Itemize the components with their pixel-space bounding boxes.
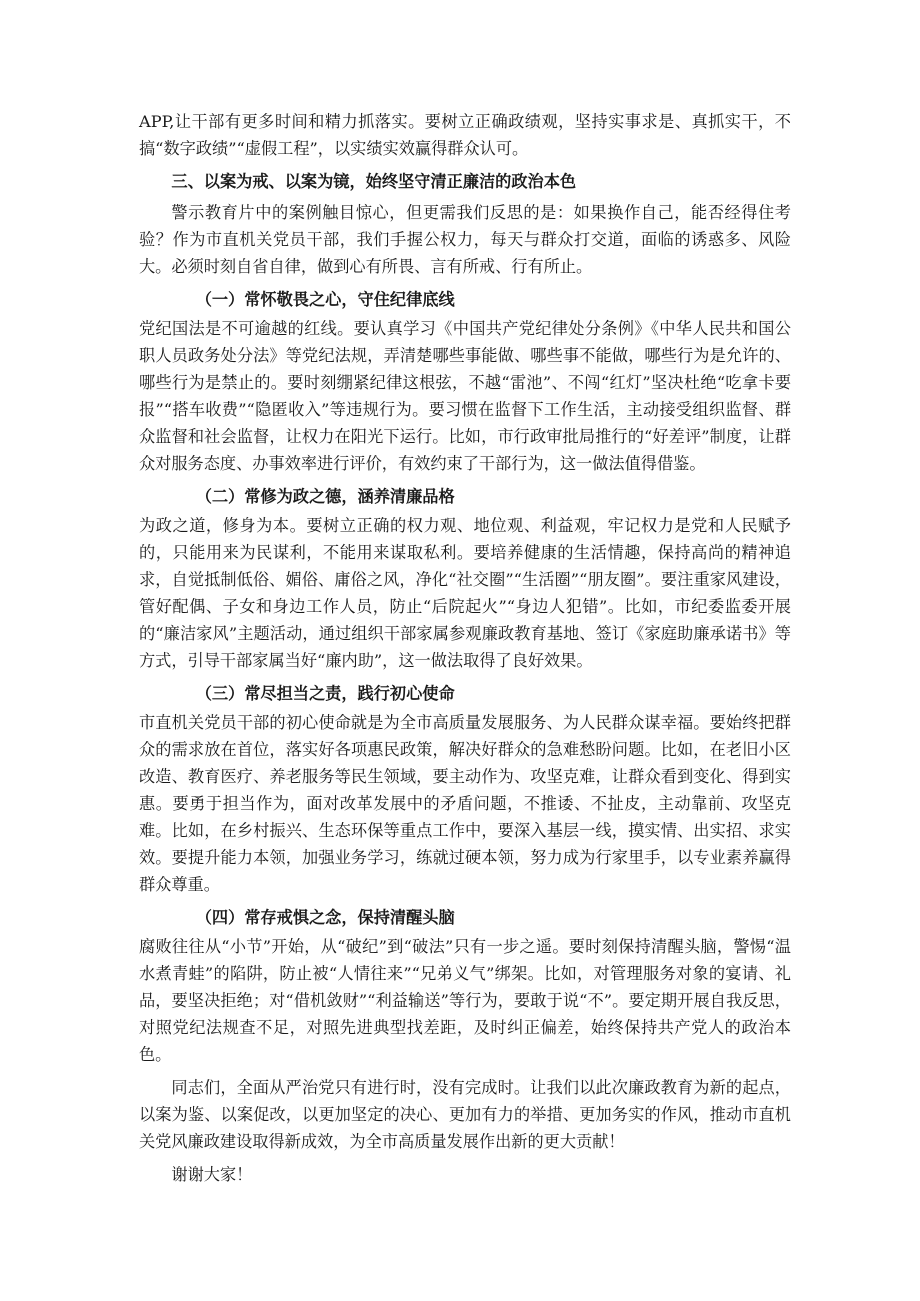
subsection-2-body: 为政之道，修身为本。要树立正确的权力观、地位观、利益观，牢记权力是党和人民赋予的，只能用来为民谋利，不能用来谋取私利。要培养健康的生活情趣，保持高尚的精神追求，自觉抵制低俗、媚俗、庸俗之风，净化“社交圈”“生活圈”“朋友圈”。要注重家风建设，管好配偶、子女和身边工作人员，防止“后院起火”“身边人犯错”。比如，市纪委监委开展的“廉洁家风”主题活动，通过组织干部家属参观廉政教育基地、签订《家庭助廉承诺书》等方式，引导干部家属当好“廉内助”，这一做法取得了良好效果。 xyxy=(139,516,791,670)
conclusion-paragraph: 同志们，全面从严治党只有进行时，没有完成时。让我们以此次廉政教育为新的起点，以案为鉴、以案促改，以更加坚定的决心、更加有力的举措、更加务实的作风，推动市直机关党风廉政建设取得新成效，为全市高质量发展作出新的更大贡献！ xyxy=(139,1078,791,1151)
section-3-lead-paragraph: 警示教育片中的案例触目惊心，但更需我们反思的是：如果换作自己，能否经得住考验？作为市直机关党员干部，我们手握公权力，每天与群众打交道，面临的诱惑多、风险大。必须时刻自省自律，做到心有所畏、言有所戒、行有所止。 xyxy=(139,203,791,276)
subsection-4-body: 腐败往往从“小节”开始，从“破纪”到“破法”只有一步之遥。要时刻保持清醒头脑，警惕“温水煮青蛙”的陷阱，防止被“人情往来”“兄弟义气”绑架。比如，对管理服务对象的宴请、礼品，要坚决拒绝；对“借机敛财”“利益输送”等行为，要敢于说“不”。要定期开展自我反思，对照党纪法规查不足，对照先进典型找差距，及时纠正偏差，始终保持共产党人的政治本色。 xyxy=(139,937,791,1064)
section-3-title: 三、以案为戒、以案为镜，始终坚守清正廉洁的政治本色 xyxy=(171,172,577,191)
subsection-4-title: （四）常存戒惧之念，保持清醒头脑 xyxy=(195,908,455,927)
subsection-1-title: （一）常怀敬畏之心，守住纪律底线 xyxy=(195,290,455,309)
document-page xyxy=(139,108,791,1188)
subsection-3-title: （三）常尽担当之责，践行初心使命 xyxy=(195,684,455,703)
closing-thanks: 谢谢大家！ xyxy=(171,1165,253,1184)
subsection-2-title: （二）常修为政之德，涵养清廉品格 xyxy=(195,487,455,506)
intro-paragraph-tail: APP,让干部有更多时间和精力抓落实。要树立正确政绩观，坚持实事求是、真抓实干，不搞“数字政绩”“虚假工程”，以实绩实效赢得群众认可。 xyxy=(139,112,791,158)
subsection-1-body: 党纪国法是不可逾越的红线。要认真学习《中国共产党纪律处分条例》《中华人民共和国公职人员政务处分法》等党纪法规，弄清楚哪些事能做、哪些事不能做，哪些行为是允许的、哪些行为是禁止的。要时刻绷紧纪律这根弦，不越“雷池”、不闯“红灯”坚决杜绝“吃拿卡要报”“搭车收费”“隐匿收入”等违规行为。要习惯在监督下工作生活，主动接受组织监督、群众监督和社会监督，让权力在阳光下运行。比如，市行政审批局推行的“好差评”制度，让群众对服务态度、办事效率进行评价，有效约束了干部行为，这一做法值得借鉴。 xyxy=(139,319,791,473)
subsection-3-body: 市直机关党员干部的初心使命就是为全市高质量发展服务、为人民群众谋幸福。要始终把群众的需求放在首位，落实好各项惠民政策，解决好群众的急难愁盼问题。比如，在老旧小区改造、教育医疗、养老服务等民生领域，要主动作为、攻坚克难，让群众看到变化、得到实惠。要勇于担当作为，面对改革发展中的矛盾问题，不推诿、不扯皮，主动靠前、攻坚克难。比如，在乡村振兴、生态环保等重点工作中，要深入基层一线，摸实情、出实招、求实效。要提升能力本领，加强业务学习，练就过硬本领，努力成为行家里手，以专业素养赢得群众尊重。 xyxy=(139,713,791,894)
